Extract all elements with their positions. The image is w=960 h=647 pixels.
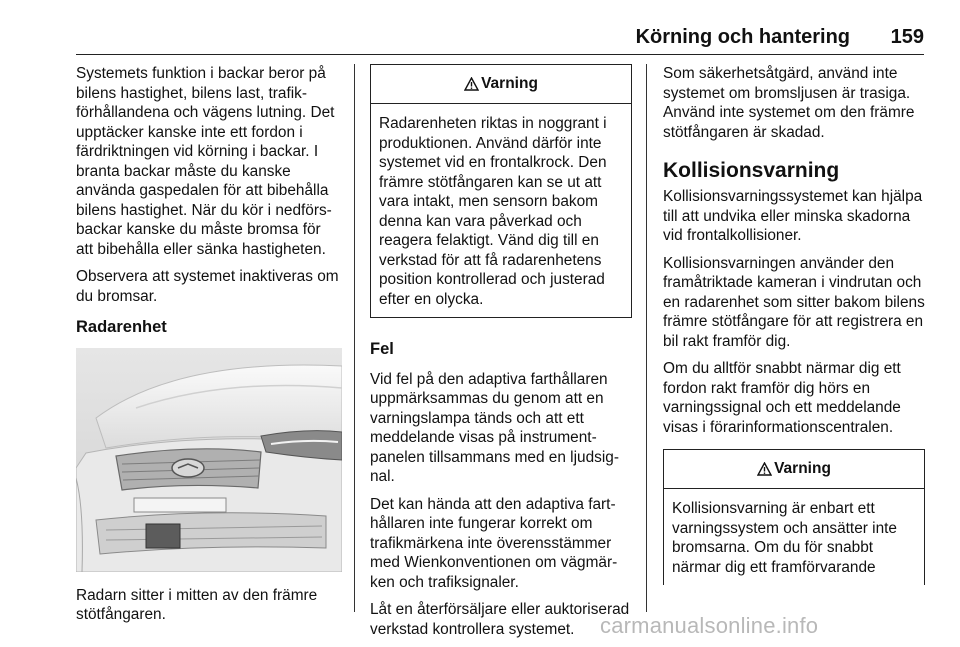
section-heading: Radarenhet bbox=[76, 318, 167, 336]
warning-text: Radarenheten riktas in noggrant i produktionen. Använd därför inte systemet vid en frontalkrock. Den främre stötfångaren kan se ut att vara intakt, men sensorn bakom denna kan vara påverkad och reagera felaktigt. Vänd dig till en verkstad för att få radarenhetens position kontrollerad och justerad efter en olycka. bbox=[379, 115, 607, 308]
paragraph: Det kan hända att den adaptiva farthållaren inte fungerar korrekt om trafikmärkena inte överensstämmer med Wienkonventionen om vägmärken och trafiksignaler. bbox=[370, 495, 618, 591]
paragraph: Systemets funktion i backar beror på bilens hastighet, bilens last, trafikförhållandena och vägens lutning. Det upptäcker kanske inte ett fordon i färdriktningen vid körning i backar. I branta backar måste du kanske använda gaspedalen för att bibehålla bilens hastighet. När du kör i nedförsbackar kanske du måste bromsa för att bibehålla eller sänka hastigheten. bbox=[76, 65, 335, 258]
paragraph: Låt en återförsäljare eller auktoriserad verkstad kontrollera systemet. bbox=[370, 601, 630, 638]
paragraph: Observera att systemet inaktiveras om du bromsar. bbox=[76, 268, 339, 305]
warning-text: Kollisionsvarning är enbart ett varningssystem och ansätter inte bromsarna. Om du för snabbt närmar dig ett framförvarande bbox=[672, 500, 897, 576]
warning-box bbox=[370, 64, 632, 318]
column-1 bbox=[76, 64, 342, 633]
watermark: carmanualsonline.info bbox=[600, 613, 819, 638]
warning-triangle-icon bbox=[464, 77, 479, 91]
section-heading: Fel bbox=[370, 340, 394, 358]
column-2 bbox=[370, 64, 632, 647]
column-divider bbox=[354, 64, 355, 612]
paragraph: Som säkerhetsåtgärd, använd inte systemet om bromsljusen är trasiga. Använd inte systemet om den främre stötfångaren är skadad. bbox=[663, 65, 915, 141]
warning-triangle-icon bbox=[757, 462, 772, 476]
column-3 bbox=[663, 64, 925, 595]
warning-label: Varning bbox=[481, 75, 538, 93]
column-divider bbox=[646, 64, 647, 612]
radar-unit-car-front-image bbox=[76, 348, 342, 572]
paragraph: Vid fel på den adaptiva farthållaren uppmärksammas du genom att en varningslampa tänds och att ett meddelande visas på instrumentpanelen tillsammans med en ljudsignal. bbox=[370, 370, 619, 485]
warning-header bbox=[664, 450, 924, 489]
warning-label: Varning bbox=[774, 460, 831, 478]
header-divider bbox=[76, 54, 924, 55]
warning-header bbox=[371, 65, 631, 104]
paragraph: Kollisionsvarningen använder den framåtriktade kameran i vindrutan och en radarenhet som sitter bakom bilens främre stötfångare för att registrera en bil rakt framför dig. bbox=[663, 254, 925, 350]
warning-box bbox=[663, 449, 925, 585]
section-heading: Kollisionsvarning bbox=[663, 159, 840, 182]
page-number: 159 bbox=[890, 26, 924, 48]
paragraph: Kollisionsvarningssystemet kan hjälpa till att undvika eller minska skadorna vid frontalkollisioner. bbox=[663, 188, 923, 244]
image-caption: Radarn sitter i mitten av den främre stötfångaren. bbox=[76, 586, 318, 623]
paragraph: Om du alltför snabbt närmar dig ett fordon rakt framför dig hörs en varningssignal och ett meddelande visas i förarinformationscentralen. bbox=[663, 360, 901, 436]
section-title: Körning och hantering bbox=[635, 26, 850, 48]
